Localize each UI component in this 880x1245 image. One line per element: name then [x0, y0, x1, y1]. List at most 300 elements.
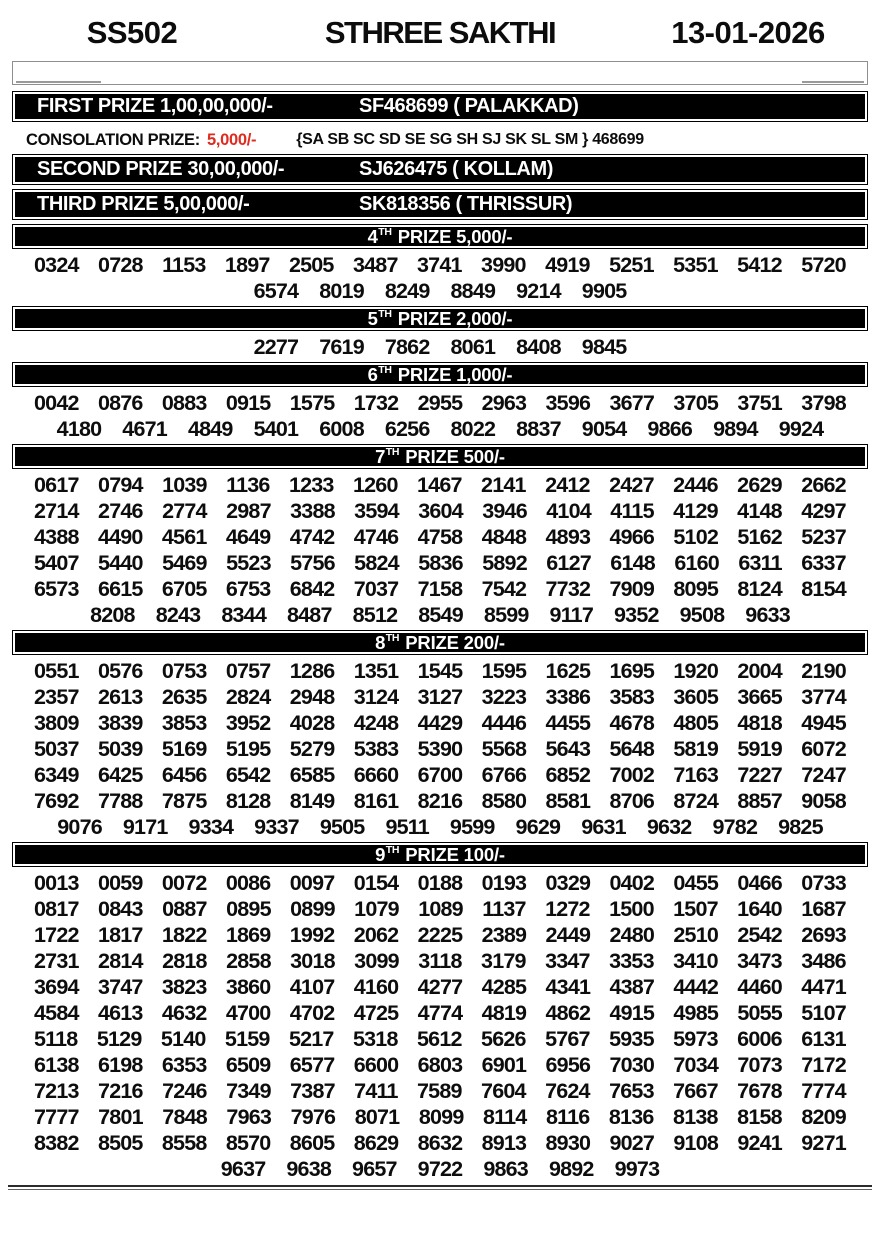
prize-number: 3774 [801, 685, 846, 709]
prize-number: 8570 [225, 1131, 271, 1155]
prize-number: 1507 [673, 897, 718, 921]
prize-number: 3018 [290, 949, 335, 973]
prize-number: 9505 [319, 815, 365, 839]
prize-number: 2141 [481, 473, 526, 497]
prize-number: 8208 [90, 603, 135, 627]
prize-number: 3741 [417, 253, 462, 277]
prize-number: 9171 [122, 815, 168, 839]
prize-number: 5626 [481, 1027, 526, 1051]
prize-number: 3127 [417, 685, 463, 709]
prize-number: 6600 [353, 1053, 399, 1077]
section-6th-prize [0, 362, 880, 442]
prize-number: 4818 [737, 711, 782, 735]
prize-number: 4129 [673, 499, 718, 523]
prize-number: 5279 [289, 737, 335, 761]
prize-number: 9337 [254, 815, 299, 839]
number-row [0, 390, 880, 416]
prize-number: 8099 [418, 1105, 464, 1129]
number-row [0, 602, 880, 628]
prize-number: 1817 [97, 923, 143, 947]
section-title-bar [12, 224, 868, 249]
section-title: 7TH PRIZE 500/- [375, 445, 505, 467]
prize-number: 8344 [221, 603, 266, 627]
prize-number: 7172 [801, 1053, 846, 1077]
section-title-bar [12, 306, 868, 331]
prize-number: 3594 [354, 499, 399, 523]
prize-number: 8505 [97, 1131, 143, 1155]
prize-number: 6353 [161, 1053, 207, 1077]
prize-number: 6700 [417, 763, 463, 787]
prize-number: 2818 [162, 949, 207, 973]
prize-number: 4388 [34, 525, 79, 549]
prize-number: 8599 [483, 603, 529, 627]
prize-number: 3410 [673, 949, 718, 973]
prize-number: 5102 [673, 525, 719, 549]
prize-number: 7213 [34, 1079, 79, 1103]
prize-number: 3118 [418, 949, 462, 973]
section-title-bar [12, 444, 868, 469]
prize-number: 6072 [801, 737, 846, 761]
prize-number: 9629 [515, 815, 561, 839]
number-row [0, 550, 880, 576]
prize-number: 2693 [801, 923, 846, 947]
first-prize-bar [12, 91, 868, 122]
prize-number: 8136 [608, 1105, 654, 1129]
prize-number: 9722 [417, 1157, 463, 1181]
prize-number: 3473 [737, 949, 782, 973]
number-row [0, 658, 880, 684]
prize-number: 2963 [481, 391, 527, 415]
prize-number: 1687 [801, 897, 846, 921]
prize-number: 4248 [353, 711, 399, 735]
prize-number: 2062 [353, 923, 399, 947]
prize-number: 9863 [483, 1157, 528, 1181]
prize-number: 6349 [34, 763, 79, 787]
prize-number: 4702 [289, 1001, 335, 1025]
prize-number: 5162 [737, 525, 782, 549]
prize-number: 4584 [34, 1001, 79, 1025]
prize-number: 4455 [545, 711, 591, 735]
prize-number: 4945 [801, 711, 846, 735]
prize-number: 2858 [226, 949, 271, 973]
prize-number: 6127 [546, 551, 591, 575]
prize-number: 8061 [450, 335, 496, 359]
prize-number: 0876 [97, 391, 143, 415]
prize-number: 4848 [481, 525, 527, 549]
prize-number: 3809 [34, 711, 79, 735]
number-row [0, 252, 880, 278]
prize-number: 5973 [673, 1027, 718, 1051]
prize-number: 5440 [98, 551, 143, 575]
prize-number: 2635 [161, 685, 207, 709]
prize-number: 2277 [253, 335, 299, 359]
prize-number: 7848 [162, 1105, 207, 1129]
prize-number: 4849 [187, 417, 233, 441]
prize-number: 8149 [289, 789, 335, 813]
prize-number: 8154 [801, 577, 846, 601]
prize-number: 9657 [352, 1157, 397, 1181]
number-row [0, 1104, 880, 1130]
prize-number: 1260 [352, 473, 398, 497]
draw-date: 13-01-2026 [671, 15, 825, 50]
prize-number: 9924 [778, 417, 824, 441]
prize-number: 0329 [545, 871, 591, 895]
prize-number: 7963 [226, 1105, 272, 1129]
prize-number: 4774 [417, 1001, 463, 1025]
prize-number: 3705 [673, 391, 719, 415]
section-4th-prize [0, 224, 880, 304]
prize-number: 1351 [353, 659, 399, 683]
prize-sections [0, 224, 880, 1182]
section-5th-prize [0, 306, 880, 360]
second-prize-label: SECOND PRIZE 30,00,000/- [37, 158, 285, 180]
prize-number: 4561 [161, 525, 207, 549]
prize-number: 7002 [609, 763, 655, 787]
prize-number: 4180 [56, 417, 102, 441]
prize-number: 0843 [98, 897, 143, 921]
prize-number: 8128 [225, 789, 271, 813]
first-prize-winner: SF468699 ( PALAKKAD) [359, 95, 579, 117]
prize-number: 8605 [289, 1131, 335, 1155]
prize-number: 3223 [481, 685, 527, 709]
prize-number: 6766 [481, 763, 527, 787]
prize-number: 0887 [162, 897, 207, 921]
prize-number: 0466 [737, 871, 782, 895]
number-row [0, 948, 880, 974]
prize-number: 5819 [673, 737, 719, 761]
prize-number: 0753 [161, 659, 207, 683]
prize-number: 8580 [481, 789, 527, 813]
prize-number: 2449 [545, 923, 591, 947]
prize-number: 8243 [155, 603, 201, 627]
prize-number: 4115 [610, 499, 654, 523]
prize-number: 4985 [673, 1001, 719, 1025]
prize-number: 5039 [97, 737, 143, 761]
prize-number: 3665 [737, 685, 782, 709]
number-row [0, 1026, 880, 1052]
prize-number: 8930 [545, 1131, 591, 1155]
prize-number: 8022 [450, 417, 496, 441]
prize-number: 5892 [482, 551, 527, 575]
prize-number: 4028 [289, 711, 335, 735]
prize-number: 3798 [801, 391, 846, 415]
second-prize-bar [12, 154, 868, 185]
prize-number: 3487 [352, 253, 398, 277]
prize-number: 5648 [609, 737, 655, 761]
prize-number: 1137 [482, 897, 526, 921]
prize-number: 0757 [225, 659, 271, 683]
prize-number: 7542 [481, 577, 527, 601]
prize-number: 7034 [673, 1053, 719, 1077]
prize-number: 2225 [417, 923, 463, 947]
prize-number: 4429 [417, 711, 463, 735]
prize-number: 0013 [34, 871, 79, 895]
prize-number: 8114 [482, 1105, 527, 1129]
prize-number: 8158 [737, 1105, 782, 1129]
prize-number: 1079 [354, 897, 399, 921]
prize-number: 7909 [609, 577, 655, 601]
prize-number: 4613 [97, 1001, 143, 1025]
prize-number: 9892 [548, 1157, 594, 1181]
number-row [0, 974, 880, 1000]
prize-number: 7692 [34, 789, 79, 813]
prize-number: 0188 [417, 871, 463, 895]
prize-number: 0817 [34, 897, 79, 921]
prize-number: 5469 [162, 551, 207, 575]
prize-number: 9511 [385, 815, 429, 839]
header [0, 12, 880, 54]
prize-number: 1286 [289, 659, 335, 683]
prize-number: 5643 [545, 737, 591, 761]
prize-number: 4160 [353, 975, 399, 999]
prize-number: 2510 [673, 923, 719, 947]
prize-number: 8849 [450, 279, 496, 303]
prize-number: 7349 [226, 1079, 271, 1103]
prize-number: 4678 [609, 711, 655, 735]
prize-number: 3353 [609, 949, 654, 973]
prize-number: 6574 [253, 279, 299, 303]
first-prize-label: FIRST PRIZE 1,00,00,000/- [37, 95, 273, 117]
prize-number: 4915 [609, 1001, 655, 1025]
prize-number: 5055 [737, 1001, 782, 1025]
prize-number: 7678 [737, 1079, 782, 1103]
prize-number: 4758 [417, 525, 463, 549]
prize-number: 4104 [546, 499, 591, 523]
prize-number: 0895 [226, 897, 271, 921]
prize-number: 4471 [801, 975, 846, 999]
prize-number: 7158 [417, 577, 463, 601]
prize-number: 4446 [481, 711, 527, 735]
prize-number: 6705 [161, 577, 207, 601]
prize-number: 9076 [57, 815, 102, 839]
prize-number: 1039 [162, 473, 207, 497]
prize-number: 7667 [673, 1079, 718, 1103]
prize-number: 1153 [162, 253, 206, 277]
prize-number: 0794 [98, 473, 143, 497]
third-prize-label: THIRD PRIZE 5,00,000/- [37, 193, 250, 215]
prize-number: 4632 [161, 1001, 207, 1025]
prize-number: 9973 [614, 1157, 660, 1181]
prize-number: 1272 [545, 897, 590, 921]
prize-number: 7216 [98, 1079, 143, 1103]
prize-number: 5140 [160, 1027, 206, 1051]
prize-number: 4700 [225, 1001, 271, 1025]
prize-number: 3751 [737, 391, 782, 415]
prize-number: 9352 [614, 603, 659, 627]
prize-number: 9782 [712, 815, 758, 839]
prize-number: 2542 [737, 923, 782, 947]
prize-number: 5720 [801, 253, 846, 277]
prize-number: 3596 [545, 391, 591, 415]
prize-number: 8116 [545, 1105, 590, 1129]
prize-number: 5612 [417, 1027, 462, 1051]
number-row [0, 1000, 880, 1026]
prize-number: 9271 [801, 1131, 846, 1155]
prize-number: 9117 [549, 603, 593, 627]
prize-number: 2389 [481, 923, 527, 947]
prize-number: 1575 [289, 391, 335, 415]
prize-number: 7227 [737, 763, 782, 787]
prize-number: 9058 [801, 789, 846, 813]
prize-number: 7387 [290, 1079, 335, 1103]
prize-number: 2446 [673, 473, 718, 497]
prize-number: 3604 [418, 499, 463, 523]
prize-number: 2948 [289, 685, 335, 709]
number-row [0, 736, 880, 762]
section-title-bar [12, 842, 868, 867]
prize-number: 5407 [34, 551, 79, 575]
prize-number: 3124 [353, 685, 399, 709]
prize-number: 4649 [225, 525, 271, 549]
prize-number: 2662 [801, 473, 846, 497]
number-row [0, 870, 880, 896]
prize-number: 3347 [545, 949, 590, 973]
prize-number: 4285 [481, 975, 527, 999]
prize-number: 8124 [737, 577, 782, 601]
prize-number: 4490 [97, 525, 143, 549]
prize-number: 1545 [417, 659, 463, 683]
prize-number: 9894 [713, 417, 758, 441]
consolation-label: CONSOLATION PRIZE: [26, 130, 200, 149]
prize-number: 0193 [481, 871, 527, 895]
prize-number: 5107 [801, 1001, 846, 1025]
prize-number: 7774 [801, 1079, 846, 1103]
prize-number: 1500 [609, 897, 654, 921]
prize-number: 6008 [319, 417, 364, 441]
number-row [0, 576, 880, 602]
prize-number: 6456 [161, 763, 207, 787]
prize-number: 7801 [98, 1105, 143, 1129]
prize-number: 0324 [34, 253, 79, 277]
prize-number: 0915 [225, 391, 271, 415]
prize-number: 5836 [418, 551, 463, 575]
prize-number: 2427 [609, 473, 654, 497]
prize-number: 7589 [417, 1079, 462, 1103]
prize-number: 5919 [737, 737, 782, 761]
prize-number: 6160 [674, 551, 719, 575]
prize-number: 9214 [516, 279, 561, 303]
prize-number: 8632 [417, 1131, 463, 1155]
prize-number: 6577 [289, 1053, 335, 1077]
prize-number: 3952 [225, 711, 271, 735]
prize-number: 7246 [162, 1079, 207, 1103]
prize-number: 5129 [96, 1027, 142, 1051]
prize-number: 5383 [353, 737, 399, 761]
number-row [0, 762, 880, 788]
prize-number: 9334 [188, 815, 234, 839]
prize-number: 4742 [289, 525, 335, 549]
prize-number: 5217 [288, 1027, 334, 1051]
prize-number: 1695 [609, 659, 655, 683]
prize-number: 9632 [646, 815, 692, 839]
prize-number: 4341 [545, 975, 591, 999]
prize-number: 4746 [353, 525, 399, 549]
prize-number: 5251 [609, 253, 654, 277]
number-row [0, 1052, 880, 1078]
prize-number: 3179 [481, 949, 526, 973]
draw-code: SS502 [86, 15, 178, 50]
prize-number: 5351 [673, 253, 718, 277]
prize-number: 0402 [609, 871, 655, 895]
number-row [0, 472, 880, 498]
prize-number: 8019 [319, 279, 364, 303]
prize-number: 6585 [289, 763, 335, 787]
prize-number: 6337 [801, 551, 846, 575]
prize-number: 2955 [417, 391, 463, 415]
prize-number: 3694 [34, 975, 79, 999]
prize-number: 2357 [34, 685, 79, 709]
prize-number: 1233 [288, 473, 334, 497]
prize-number: 1732 [353, 391, 399, 415]
prize-number: 2004 [737, 659, 782, 683]
prize-number: 1992 [289, 923, 335, 947]
prize-number: 1467 [417, 473, 462, 497]
prize-number: 8581 [545, 789, 591, 813]
prize-number: 5037 [34, 737, 79, 761]
prize-number: 8558 [161, 1131, 207, 1155]
consolation-prize-row [0, 126, 880, 154]
prize-number: 6006 [737, 1027, 782, 1051]
prize-number: 2774 [162, 499, 207, 523]
number-row [0, 896, 880, 922]
number-row [0, 524, 880, 550]
prize-number: 3486 [801, 949, 846, 973]
prize-number: 6256 [384, 417, 430, 441]
prize-number: 8216 [417, 789, 463, 813]
prize-number: 5412 [737, 253, 782, 277]
prize-number: 5169 [161, 737, 207, 761]
section-title-bar [12, 362, 868, 387]
prize-number: 6660 [353, 763, 399, 787]
prize-number: 3583 [609, 685, 655, 709]
second-prize-winner: SJ626475 ( KOLLAM) [359, 158, 553, 180]
number-row [0, 1156, 880, 1182]
number-row [0, 416, 880, 442]
prize-number: 8382 [34, 1131, 79, 1155]
prize-number: 5523 [226, 551, 271, 575]
prize-number: 2505 [288, 253, 334, 277]
prize-number: 3839 [97, 711, 143, 735]
prize-number: 5401 [253, 417, 299, 441]
prize-number: 7604 [481, 1079, 526, 1103]
prize-number: 3386 [545, 685, 591, 709]
prize-number: 1089 [418, 897, 463, 921]
prize-number: 6615 [97, 577, 143, 601]
prize-number: 7030 [609, 1053, 655, 1077]
prize-number: 1869 [225, 923, 271, 947]
number-row [0, 278, 880, 304]
prize-number: 6852 [545, 763, 591, 787]
prize-number: 3860 [225, 975, 271, 999]
prize-number: 6425 [97, 763, 143, 787]
prize-number: 6509 [225, 1053, 271, 1077]
prize-number: 8408 [516, 335, 561, 359]
prize-number: 7163 [673, 763, 719, 787]
prize-number: 4460 [737, 975, 782, 999]
lottery-title: STHREE SAKTHI [324, 15, 556, 50]
prize-number: 3388 [290, 499, 335, 523]
prize-number: 2987 [226, 499, 271, 523]
number-row [0, 334, 880, 360]
prize-number: 5767 [545, 1027, 590, 1051]
prize-number: 8249 [384, 279, 430, 303]
prize-number: 5118 [34, 1027, 78, 1051]
prize-number: 7732 [545, 577, 591, 601]
prize-number: 2412 [545, 473, 590, 497]
number-row [0, 788, 880, 814]
prize-number: 4297 [801, 499, 846, 523]
prize-number: 4819 [481, 1001, 527, 1025]
